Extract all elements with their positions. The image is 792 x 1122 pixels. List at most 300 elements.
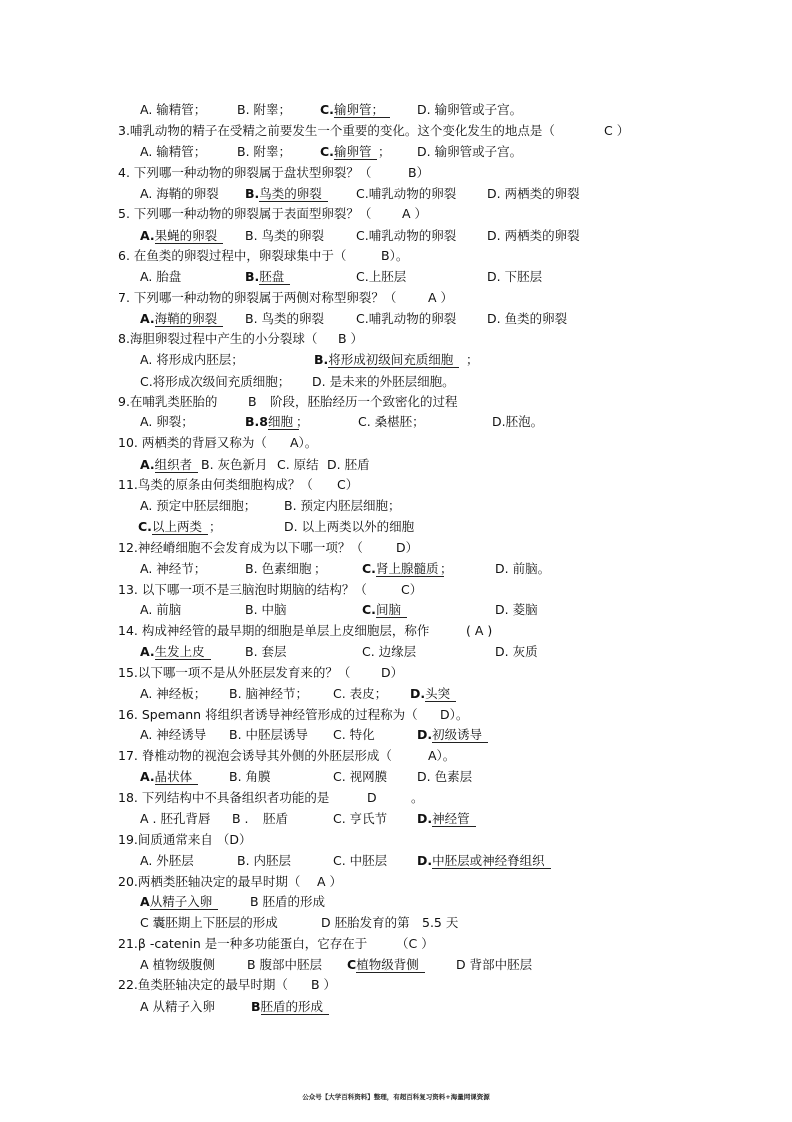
segment-text: C.哺乳动物的卵裂 bbox=[356, 186, 457, 201]
text-segment bbox=[248, 392, 257, 412]
segment-text: 17. 脊椎动物的视泡会诱导其外侧的外胚层形成（ bbox=[118, 748, 392, 763]
segment-text: D. 色素层 bbox=[417, 769, 473, 784]
segment-text: B. 色素细胞 bbox=[245, 561, 312, 576]
text-segment bbox=[118, 392, 217, 412]
segment-text: 4. 下列哪一种动物的卵裂属于盘状型卵裂？（ bbox=[118, 165, 372, 180]
segment-text: 12.神经嵴细胞不会发育成为以下哪一项？（ bbox=[118, 540, 363, 555]
text-line bbox=[0, 184, 792, 204]
text-segment bbox=[118, 830, 251, 850]
text-segment bbox=[237, 142, 291, 162]
segment-text: 7. 下列哪一种动物的卵裂属于两侧对称型卵裂？（ bbox=[118, 290, 397, 305]
page-footer: 公众号【大学百科资料】整理，有超百科复习资料+海量网课资源 bbox=[302, 1093, 490, 1101]
segment-text: D. 胚盾 bbox=[327, 457, 370, 472]
text-segment bbox=[245, 600, 287, 620]
segment-text: D. 是未来的外胚层细胞。 bbox=[312, 374, 455, 389]
segment-text: 15.以下哪一项不是从外胚层发育来的？（ bbox=[118, 665, 351, 680]
text-line bbox=[0, 412, 792, 432]
segment-text: C. 边缘层 bbox=[362, 644, 417, 659]
segment-text: A）。 bbox=[428, 748, 456, 763]
text-line bbox=[0, 288, 792, 308]
segment-text: D） bbox=[381, 665, 404, 680]
text-segment bbox=[487, 309, 567, 329]
segment-text: D 胚胎发育的第 bbox=[321, 915, 410, 930]
segment-text: ； bbox=[466, 352, 479, 367]
segment-text: D. 两栖类的卵裂 bbox=[487, 228, 580, 243]
text-line bbox=[0, 163, 792, 183]
segment-text: A. 输精管； bbox=[140, 144, 207, 159]
segment-text: C. 特化 bbox=[333, 727, 375, 742]
answer-option-underlined bbox=[140, 455, 198, 475]
text-segment bbox=[367, 788, 377, 808]
segment-text: 9.在哺乳类胚胎的 bbox=[118, 394, 218, 409]
text-line bbox=[0, 975, 792, 995]
text-segment bbox=[118, 746, 392, 766]
text-segment bbox=[263, 809, 288, 829]
segment-text: C.上胚层 bbox=[356, 269, 407, 284]
text-segment bbox=[140, 267, 181, 287]
text-segment bbox=[229, 725, 308, 745]
segment-text: C.将形成次级间充质细胞； bbox=[140, 374, 291, 389]
segment-text: C） bbox=[337, 477, 359, 492]
text-line bbox=[0, 329, 792, 349]
segment-text: 3.哺乳动物的精子在受精之前要发生一个重要的变化。这个变化发生的地点是（ bbox=[118, 123, 555, 138]
text-segment bbox=[245, 559, 312, 579]
segment-text: 海鞘的卵裂 bbox=[155, 311, 224, 327]
segment-text: D bbox=[367, 790, 377, 805]
segment-text: A. 输精管； bbox=[140, 102, 207, 117]
text-line bbox=[0, 600, 792, 620]
text-segment bbox=[338, 329, 363, 349]
text-segment bbox=[356, 309, 456, 329]
segment-text: 头突 bbox=[425, 686, 456, 702]
text-line bbox=[0, 246, 792, 266]
text-line bbox=[0, 872, 792, 892]
text-segment bbox=[118, 934, 367, 954]
option-letter: C. bbox=[320, 144, 334, 159]
segment-text: B. 附睾； bbox=[237, 102, 292, 117]
text-segment bbox=[604, 121, 629, 141]
text-segment bbox=[140, 350, 244, 370]
text-segment bbox=[402, 204, 427, 224]
segment-text: 初级诱导 bbox=[432, 727, 488, 743]
answer-option-underlined bbox=[362, 559, 444, 579]
segment-text: ； bbox=[209, 519, 222, 534]
segment-text: C） bbox=[401, 582, 423, 597]
text-line bbox=[0, 830, 792, 850]
answer-option-underlined bbox=[417, 725, 488, 745]
text-line bbox=[0, 142, 792, 162]
segment-text: A ） bbox=[317, 874, 343, 889]
segment-text: A. 神经板； bbox=[140, 686, 207, 701]
text-segment bbox=[140, 142, 206, 162]
text-segment bbox=[356, 226, 456, 246]
text-segment bbox=[237, 100, 291, 120]
text-segment bbox=[396, 934, 434, 954]
segment-text: B. 预定内胚层细胞； bbox=[284, 498, 401, 513]
text-line bbox=[0, 705, 792, 725]
segment-text: D. 输卵管或子宫。 bbox=[417, 102, 523, 117]
segment-text: 输卵管 bbox=[334, 144, 378, 160]
text-segment bbox=[140, 809, 210, 829]
text-segment bbox=[290, 433, 317, 453]
segment-text: 胚盾 bbox=[263, 811, 289, 826]
segment-text: 8.海胆卵裂过程中产生的小分裂球（ bbox=[118, 331, 318, 346]
segment-text: 肾上腺髓质 bbox=[376, 561, 445, 577]
segment-text: A 从精子入卵 bbox=[140, 999, 216, 1014]
option-letter: C. bbox=[362, 561, 376, 576]
answer-option-underlined bbox=[245, 267, 290, 287]
text-segment bbox=[118, 204, 371, 224]
text-segment bbox=[209, 517, 222, 537]
text-segment bbox=[229, 684, 308, 704]
text-segment bbox=[317, 872, 342, 892]
text-line bbox=[0, 372, 792, 392]
option-letter: A. bbox=[140, 457, 155, 472]
answer-option-underlined bbox=[347, 955, 425, 975]
text-line bbox=[0, 851, 792, 871]
text-line bbox=[0, 746, 792, 766]
text-segment bbox=[245, 309, 324, 329]
segment-text: 22.鱼类胚轴决定的最早时期（ bbox=[118, 977, 288, 992]
text-segment bbox=[118, 475, 313, 495]
text-segment bbox=[245, 642, 287, 662]
text-line bbox=[0, 788, 792, 808]
text-segment bbox=[487, 226, 580, 246]
segment-text: B ） bbox=[311, 977, 337, 992]
segment-text: 5. 下列哪一种动物的卵裂属于表面型卵裂？（ bbox=[118, 206, 372, 221]
option-letter: D. bbox=[417, 811, 433, 826]
text-segment bbox=[456, 955, 532, 975]
option-letter: C. bbox=[362, 602, 376, 617]
text-segment bbox=[487, 267, 542, 287]
option-letter: B. bbox=[314, 352, 329, 367]
text-line bbox=[0, 934, 792, 954]
text-line bbox=[0, 226, 792, 246]
segment-text: 14. 构成神经管的最早期的细胞是单层上皮细胞层，称作 bbox=[118, 623, 430, 638]
text-line bbox=[0, 433, 792, 453]
answer-option-underlined bbox=[140, 226, 223, 246]
segment-text: 18. 下列结构中不具备组织者功能的是 bbox=[118, 790, 330, 805]
text-segment bbox=[140, 496, 256, 516]
text-line bbox=[0, 455, 792, 475]
text-line bbox=[0, 204, 792, 224]
text-line bbox=[0, 997, 792, 1017]
segment-text: C. 表皮； bbox=[333, 686, 388, 701]
segment-text: A. 预定中胚层细胞； bbox=[140, 498, 257, 513]
segment-text: C 囊胚期上下胚层的形成 bbox=[140, 915, 278, 930]
option-letter: C bbox=[347, 957, 357, 972]
segment-text: 。 bbox=[411, 790, 424, 805]
segment-text: B . bbox=[232, 811, 249, 826]
text-line bbox=[0, 580, 792, 600]
option-letter: A. bbox=[140, 769, 155, 784]
text-line bbox=[0, 809, 792, 829]
segment-text: D.胚泡。 bbox=[492, 414, 544, 429]
segment-text: C. 桑椹胚； bbox=[358, 414, 425, 429]
text-line bbox=[0, 621, 792, 641]
text-segment bbox=[396, 538, 418, 558]
text-segment bbox=[333, 725, 375, 745]
segment-text: A . 胚孔背唇 bbox=[140, 811, 211, 826]
text-segment bbox=[250, 892, 325, 912]
text-segment bbox=[321, 913, 410, 933]
segment-text: 输卵管； bbox=[334, 102, 390, 118]
segment-text: B 腹部中胚层 bbox=[247, 957, 323, 972]
text-segment bbox=[284, 517, 414, 537]
option-letter: D. bbox=[417, 853, 433, 868]
text-line bbox=[0, 496, 792, 516]
segment-text: ( A ) bbox=[466, 623, 493, 638]
text-segment bbox=[140, 684, 206, 704]
segment-text: 胚盾的形成 bbox=[261, 999, 330, 1015]
segment-text: 神经管 bbox=[432, 811, 476, 827]
segment-text: ； bbox=[314, 561, 327, 576]
segment-text: 16. Spemann 将组织者诱导神经管形成的过程称为（ bbox=[118, 707, 418, 722]
segment-text: ； bbox=[296, 414, 309, 429]
text-segment bbox=[358, 412, 425, 432]
text-line bbox=[0, 350, 792, 370]
text-segment bbox=[401, 580, 422, 600]
segment-text: C ） bbox=[604, 123, 630, 138]
text-segment bbox=[140, 851, 194, 871]
text-segment bbox=[140, 100, 206, 120]
option-letter: C. bbox=[320, 102, 334, 117]
segment-text: B. 鸟类的卵裂 bbox=[245, 311, 325, 326]
segment-text: A 植物级腹侧 bbox=[140, 957, 216, 972]
segment-text: B. 脑神经节； bbox=[229, 686, 309, 701]
segment-text: C. 亨氏节 bbox=[333, 811, 388, 826]
segment-text: 5.5 天 bbox=[422, 915, 459, 930]
text-line bbox=[0, 955, 792, 975]
segment-text: B. 内胚层 bbox=[237, 853, 292, 868]
segment-text: D. 前脑。 bbox=[495, 561, 551, 576]
segment-text: D） bbox=[396, 540, 419, 555]
segment-text: （C ） bbox=[396, 936, 434, 951]
text-segment bbox=[118, 329, 317, 349]
text-line bbox=[0, 725, 792, 745]
segment-text: 从精子入卵 bbox=[150, 894, 219, 910]
option-letter: B bbox=[251, 999, 261, 1014]
segment-text: B ） bbox=[338, 331, 364, 346]
option-letter: D. bbox=[410, 686, 426, 701]
segment-text: D. 输卵管或子宫。 bbox=[417, 144, 523, 159]
text-line bbox=[0, 538, 792, 558]
segment-text: B. 中胚层诱导 bbox=[229, 727, 309, 742]
text-segment bbox=[378, 142, 391, 162]
segment-text: ； bbox=[440, 561, 453, 576]
segment-text: B. 套层 bbox=[245, 644, 287, 659]
segment-text: 晶状体 bbox=[155, 769, 199, 785]
segment-text: C.哺乳动物的卵裂 bbox=[356, 311, 457, 326]
text-segment bbox=[495, 559, 550, 579]
segment-text: 以上两类 bbox=[152, 519, 208, 535]
answer-option-underlined bbox=[140, 892, 218, 912]
segment-text: 胚盘 bbox=[259, 269, 290, 285]
text-segment bbox=[270, 392, 458, 412]
text-segment bbox=[333, 851, 387, 871]
segment-text: B bbox=[248, 394, 257, 409]
text-line bbox=[0, 309, 792, 329]
text-segment bbox=[247, 955, 322, 975]
segment-text: 中胚层或神经脊组织 bbox=[432, 853, 551, 869]
text-line bbox=[0, 642, 792, 662]
segment-text: ； bbox=[378, 144, 391, 159]
text-segment bbox=[140, 559, 206, 579]
text-segment bbox=[312, 372, 455, 392]
segment-text: A. 外胚层 bbox=[140, 853, 194, 868]
text-segment bbox=[232, 809, 249, 829]
segment-text: 11.鸟类的原条由何类细胞构成？（ bbox=[118, 477, 313, 492]
answer-option-underlined bbox=[417, 809, 476, 829]
segment-text: A. 神经节； bbox=[140, 561, 207, 576]
text-segment bbox=[118, 580, 367, 600]
segment-text: D. 下胚层 bbox=[487, 269, 543, 284]
segment-text: B 胚盾的形成 bbox=[250, 894, 326, 909]
segment-text: 13. 以下哪一项不是三脑泡时期脑的结构？（ bbox=[118, 582, 367, 597]
segment-text: 10. 两栖类的背唇又称为（ bbox=[118, 435, 267, 450]
text-segment bbox=[495, 642, 538, 662]
option-letter: B. bbox=[245, 269, 260, 284]
answer-option-underlined bbox=[410, 684, 456, 704]
segment-text: 细胞 bbox=[268, 414, 299, 430]
segment-text: C.哺乳动物的卵裂 bbox=[356, 228, 457, 243]
text-segment bbox=[417, 767, 472, 787]
answer-option-underlined bbox=[245, 184, 328, 204]
option-letter: A. bbox=[140, 311, 155, 326]
segment-text: B. 中脑 bbox=[245, 602, 287, 617]
text-segment bbox=[140, 725, 206, 745]
segment-text: 6. 在鱼类的卵裂过程中，卵裂球集中于（ bbox=[118, 248, 347, 263]
segment-text: B） bbox=[408, 165, 430, 180]
answer-option-underlined bbox=[245, 412, 299, 432]
answer-option-underlined bbox=[140, 767, 198, 787]
option-letter: A. bbox=[140, 644, 155, 659]
answer-option-underlined bbox=[362, 600, 407, 620]
segment-text: 阶段，胚胎经历一个致密化的过程 bbox=[270, 394, 458, 409]
text-line bbox=[0, 767, 792, 787]
text-segment bbox=[466, 621, 492, 641]
option-letter: C. bbox=[138, 519, 152, 534]
segment-text: A. 卵裂； bbox=[140, 414, 194, 429]
text-segment bbox=[362, 642, 416, 662]
answer-option-underlined bbox=[417, 851, 551, 871]
option-letter: B.8 bbox=[245, 414, 268, 429]
text-segment bbox=[296, 412, 309, 432]
segment-text: A ） bbox=[428, 290, 454, 305]
text-segment bbox=[356, 267, 406, 287]
text-line bbox=[0, 663, 792, 683]
text-line bbox=[0, 684, 792, 704]
segment-text: 组织者 bbox=[155, 457, 199, 473]
text-segment bbox=[140, 184, 219, 204]
text-segment bbox=[417, 142, 522, 162]
answer-option-underlined bbox=[251, 997, 329, 1017]
text-segment bbox=[118, 163, 371, 183]
segment-text: D 背部中胚层 bbox=[456, 957, 533, 972]
segment-text: 生发上皮 bbox=[155, 644, 211, 660]
segment-text: C. 中胚层 bbox=[333, 853, 388, 868]
text-segment bbox=[284, 496, 401, 516]
text-segment bbox=[466, 350, 479, 370]
text-segment bbox=[118, 246, 346, 266]
text-segment bbox=[118, 538, 363, 558]
segment-text: D. 鱼类的卵裂 bbox=[487, 311, 568, 326]
segment-text: 21.β -catenin 是一种多功能蛋白，它存在于 bbox=[118, 936, 368, 951]
text-segment bbox=[118, 433, 267, 453]
segment-text: 间脑 bbox=[376, 602, 407, 618]
text-segment bbox=[118, 121, 555, 141]
segment-text: C. 视网膜 bbox=[333, 769, 388, 784]
text-line bbox=[0, 892, 792, 912]
text-segment bbox=[140, 372, 290, 392]
text-segment bbox=[487, 184, 580, 204]
text-segment bbox=[118, 975, 288, 995]
text-segment bbox=[356, 184, 456, 204]
text-segment bbox=[118, 788, 329, 808]
segment-text: 鸟类的卵裂 bbox=[259, 186, 328, 202]
answer-option-underlined bbox=[140, 309, 223, 329]
text-segment bbox=[422, 913, 458, 933]
text-segment bbox=[440, 559, 453, 579]
text-segment bbox=[140, 955, 215, 975]
text-segment bbox=[440, 705, 468, 725]
text-segment bbox=[277, 455, 319, 475]
text-segment bbox=[311, 975, 336, 995]
segment-text: D. 两栖类的卵裂 bbox=[487, 186, 580, 201]
segment-text: 将形成初级间充质细胞 bbox=[328, 352, 459, 368]
text-segment bbox=[118, 872, 300, 892]
segment-text: A. 前脑 bbox=[140, 602, 182, 617]
segment-text: 植物级背侧 bbox=[356, 957, 425, 973]
text-segment bbox=[333, 809, 387, 829]
segment-text: A ） bbox=[402, 206, 428, 221]
text-segment bbox=[417, 100, 522, 120]
text-segment bbox=[201, 455, 268, 475]
text-segment bbox=[428, 746, 455, 766]
text-segment bbox=[327, 455, 370, 475]
segment-text: C. 原结 bbox=[277, 457, 319, 472]
text-segment bbox=[495, 600, 538, 620]
segment-text: A）。 bbox=[290, 435, 318, 450]
text-segment bbox=[140, 412, 194, 432]
text-segment bbox=[140, 600, 181, 620]
text-segment bbox=[245, 226, 324, 246]
text-segment bbox=[428, 288, 453, 308]
text-segment bbox=[411, 788, 424, 808]
text-segment bbox=[118, 621, 429, 641]
text-segment bbox=[492, 412, 543, 432]
text-segment bbox=[140, 997, 215, 1017]
text-line bbox=[0, 913, 792, 933]
text-line bbox=[0, 475, 792, 495]
segment-text: 20.两栖类胚轴决定的最早时期（ bbox=[118, 874, 301, 889]
segment-text: B. 鸟类的卵裂 bbox=[245, 228, 325, 243]
text-segment bbox=[337, 475, 358, 495]
segment-text: D. 菱脑 bbox=[495, 602, 538, 617]
option-letter: A. bbox=[140, 228, 155, 243]
text-segment bbox=[408, 163, 429, 183]
text-segment bbox=[118, 288, 396, 308]
text-segment bbox=[381, 246, 408, 266]
segment-text: D）。 bbox=[440, 707, 469, 722]
segment-text: B. 附睾； bbox=[237, 144, 292, 159]
text-segment bbox=[314, 559, 327, 579]
segment-text: A. 神经诱导 bbox=[140, 727, 207, 742]
text-line bbox=[0, 392, 792, 412]
text-segment bbox=[118, 705, 418, 725]
answer-option-underlined bbox=[320, 142, 377, 162]
text-line bbox=[0, 100, 792, 120]
